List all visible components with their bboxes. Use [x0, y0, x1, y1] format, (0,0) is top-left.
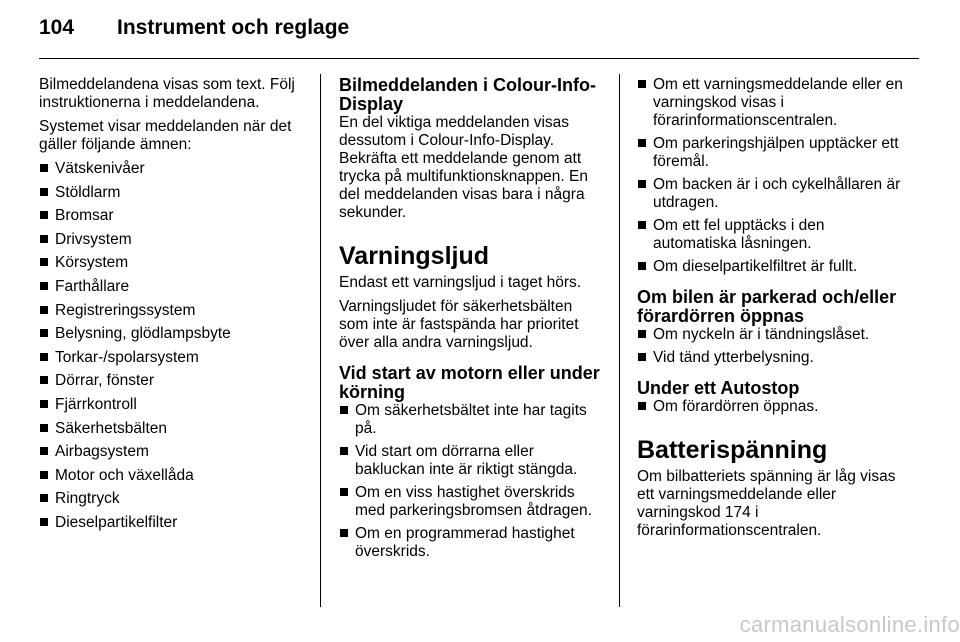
list-item: Körsystem — [39, 254, 314, 272]
square-bullet-icon — [638, 139, 646, 147]
list-item: Om ett varningsmeddelande eller en varningskod visas i förarinformationscentralen. — [637, 76, 905, 130]
list-item: Om ett fel upptäcks i den automatiska låsningen. — [637, 217, 905, 253]
intro-paragraph: Bilmeddelandena visas som text. Följ instruktionerna i meddelandena. — [39, 76, 295, 111]
list-item: Om en programmerad hastighet överskrids. — [339, 525, 601, 561]
list-item: Registreringssystem — [39, 302, 314, 320]
warning-conditions-list — [637, 76, 905, 276]
list-item: Fjärrkontroll — [39, 396, 314, 414]
square-bullet-icon — [340, 447, 348, 455]
square-bullet-icon — [40, 235, 48, 243]
column-1 — [39, 76, 314, 538]
column-divider — [320, 74, 321, 607]
column-3 — [637, 76, 905, 546]
list-item: Torkar-/spolarsystem — [39, 349, 314, 367]
topics-list — [39, 160, 314, 532]
header-divider — [39, 58, 919, 59]
section-heading-warning-sounds: Varningsljud — [339, 242, 490, 270]
square-bullet-icon — [40, 282, 48, 290]
square-bullet-icon — [40, 211, 48, 219]
square-bullet-icon — [40, 329, 48, 337]
square-bullet-icon — [40, 400, 48, 408]
autostop-conditions-list — [637, 398, 905, 416]
list-item: Motor och växellåda — [39, 467, 314, 485]
square-bullet-icon — [40, 258, 48, 266]
list-item: Om parkeringshjälpen upptäcker ett föremål. — [637, 135, 905, 171]
square-bullet-icon — [638, 353, 646, 361]
square-bullet-icon — [40, 353, 48, 361]
list-item: Farthållare — [39, 278, 314, 296]
square-bullet-icon — [40, 306, 48, 314]
list-item: Om nyckeln är i tändningslåset. — [637, 326, 905, 344]
square-bullet-icon — [340, 529, 348, 537]
square-bullet-icon — [40, 188, 48, 196]
warning-paragraph-2: Varningsljudet för säkerhetsbälten som inte är fastspända har prioritet över alla andra varningsljud. — [339, 298, 579, 351]
watermark: carmanualsonline.info — [739, 612, 960, 637]
section-heading-parked: Om bilen är parkerad och/eller förardörren öppnas — [637, 287, 897, 326]
column-divider — [619, 74, 620, 607]
list-item: Om en viss hastighet överskrids med parkeringsbromsen åtdragen. — [339, 484, 601, 520]
square-bullet-icon — [638, 330, 646, 338]
square-bullet-icon — [340, 488, 348, 496]
list-item: Säkerhetsbälten — [39, 420, 314, 438]
list-item: Dieselpartikelfilter — [39, 514, 314, 532]
square-bullet-icon — [638, 80, 646, 88]
page-title: Instrument och reglage — [117, 16, 350, 39]
square-bullet-icon — [40, 447, 48, 455]
list-item: Stöldlarm — [39, 184, 314, 202]
section-heading-cid: Bilmeddelanden i Colour-Info-Display — [339, 75, 596, 114]
list-item: Vid tänd ytterbelysning. — [637, 349, 905, 367]
square-bullet-icon — [40, 424, 48, 432]
section-heading-autostop: Under ett Autostop — [637, 378, 800, 398]
square-bullet-icon — [638, 262, 646, 270]
cid-paragraph: En del viktiga meddelanden visas dessutom i Colour-Info-Display. Bekräfta ett meddelande genom att trycka på multifunktionsknappen. En del meddelanden visas bara i några sekunder. — [339, 114, 588, 221]
square-bullet-icon — [40, 376, 48, 384]
start-conditions-list — [339, 402, 601, 561]
list-item: Dörrar, fönster — [39, 372, 314, 390]
list-item: Om dieselpartikelfiltret är fullt. — [637, 258, 905, 276]
column-2 — [339, 76, 601, 566]
square-bullet-icon — [638, 402, 646, 410]
list-item: Om förardörren öppnas. — [637, 398, 905, 416]
square-bullet-icon — [340, 406, 348, 414]
battery-paragraph: Om bilbatteriets spänning är låg visas ett varningsmeddelande eller varningskod 174 i förarinformationscentralen. — [637, 468, 896, 539]
square-bullet-icon — [638, 180, 646, 188]
list-item: Bromsar — [39, 207, 314, 225]
page-number: 104 — [39, 16, 75, 39]
section-heading-battery: Batterispänning — [637, 436, 828, 464]
list-item: Vätskenivåer — [39, 160, 314, 178]
list-item: Om säkerhetsbältet inte har tagits på. — [339, 402, 601, 438]
list-item: Om backen är i och cykelhållaren är utdragen. — [637, 176, 905, 212]
square-bullet-icon — [40, 164, 48, 172]
square-bullet-icon — [40, 518, 48, 526]
parked-conditions-list — [637, 326, 905, 367]
topics-intro-paragraph: Systemet visar meddelanden när det gäller följande ämnen: — [39, 118, 292, 153]
list-item: Ringtryck — [39, 490, 314, 508]
list-item: Vid start om dörrarna eller bakluckan inte är riktigt stängda. — [339, 443, 601, 479]
list-item: Drivsystem — [39, 231, 314, 249]
square-bullet-icon — [638, 221, 646, 229]
list-item: Airbagsystem — [39, 443, 314, 461]
page-header — [39, 16, 919, 56]
list-item: Belysning, glödlampsbyte — [39, 325, 314, 343]
warning-paragraph-1: Endast ett varningsljud i taget hörs. — [339, 274, 582, 291]
square-bullet-icon — [40, 494, 48, 502]
square-bullet-icon — [40, 471, 48, 479]
section-heading-start: Vid start av motorn eller under körning — [339, 363, 600, 402]
